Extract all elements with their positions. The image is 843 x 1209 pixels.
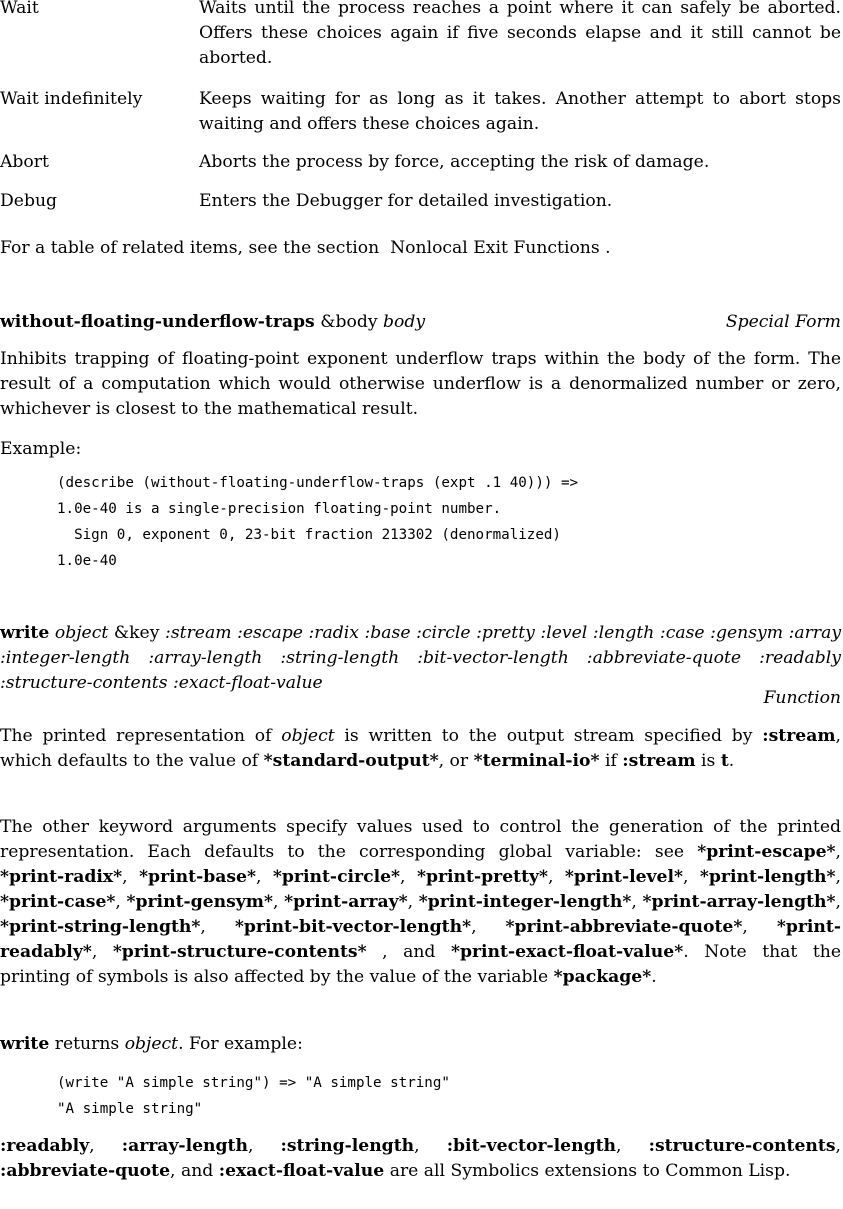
option-desc-wait-indefinitely: Keeps waiting for as long as it takes. Another attempt to abort stops waiting and offers these choices again. — [199, 89, 841, 134]
option-term-wait: Wait — [0, 0, 39, 18]
option-desc-abort: Aborts the process by force, accepting the risk of damage. — [199, 152, 710, 172]
code-line: Sign 0, exponent 0, 23-bit fraction 213302 (denormalized) — [57, 527, 561, 543]
entry-name: write — [0, 623, 50, 643]
option-term-abort: Abort — [0, 152, 49, 172]
write-para-3: write returns object. For example: — [0, 1034, 303, 1054]
write-para-1: The printed representation of object is written to the output stream specified by :stream, which defaults to the value of *standard-output*, or *terminal-io* if :stream is t. — [0, 726, 841, 771]
code-line: 1.0e-40 — [57, 553, 117, 569]
nonlocal-exit-link[interactable]: Nonlocal Exit Functions — [390, 238, 600, 258]
option-desc-debug: Enters the Debugger for detailed investigation. — [199, 191, 613, 211]
related-items-text: For a table of related items, see the section Nonlocal Exit Functions . — [0, 238, 611, 258]
write-para-4: :readably, :array-length, :string-length, :bit-vector-length, :structure-contents, :abbreviate-quote, and :exact-float-value are all Symbolics extensions to Common Lisp. — [0, 1136, 842, 1181]
code-line: 1.0e-40 is a single-precision floating-point number. — [57, 501, 502, 517]
option-desc-wait: Waits until the process reaches a point where it can safely be aborted. Offers these choices again if five seconds elapse and it still cannot be aborted. — [199, 0, 841, 68]
entry-header-without-floating-underflow-traps: without-floating-underflow-traps &body body — [0, 312, 426, 332]
option-term-wait-indefinitely: Wait indefinitely — [0, 89, 143, 109]
write-para-2: The other keyword arguments specify values used to control the generation of the printed representation. Each defaults to the corresponding global variable: see *print-escape*, *print-radix*, *print-base*, *print-circle*, *print-pretty*, *print-level*, *print-length*, *print-case*, *print-gensym*, *print-array*, *print-integer-length*, *print-array-length*, *print-string-length*, *print-bit-vector-length*, *print-abbreviate-quote*, *print-readably*, *print-structure-contents* , and *print-exact-float-value*. Note that the printing of symbols is also affected by the value of the variable *package*. — [0, 817, 842, 987]
code-line: "A simple string" — [57, 1101, 203, 1117]
code-line: (write "A simple string") => "A simple string" — [57, 1075, 450, 1091]
entry-kind-function: Function — [763, 688, 841, 708]
entry-name: without-floating-underflow-traps — [0, 312, 315, 332]
example-label: Example: — [0, 439, 82, 459]
entry-header-write: write object &key :stream :escape :radix :base :circle :pretty :level :length :case :gensym :array :integer-length :array-length :string-length :bit-vector-length :abbreviate-quote :readably :structure-contents :exact-float-value — [0, 623, 842, 693]
option-term-debug: Debug — [0, 191, 58, 211]
entry1-description: Inhibits trapping of floating-point exponent underflow traps within the body of the form. The result of a computation which would otherwise underflow is a denormalized number or zero, whichever is closest to the mathematical result. — [0, 349, 841, 419]
entry-kind-special-form: Special Form — [725, 312, 841, 332]
code-line: (describe (without-floating-underflow-traps (expt .1 40))) => — [57, 475, 579, 491]
